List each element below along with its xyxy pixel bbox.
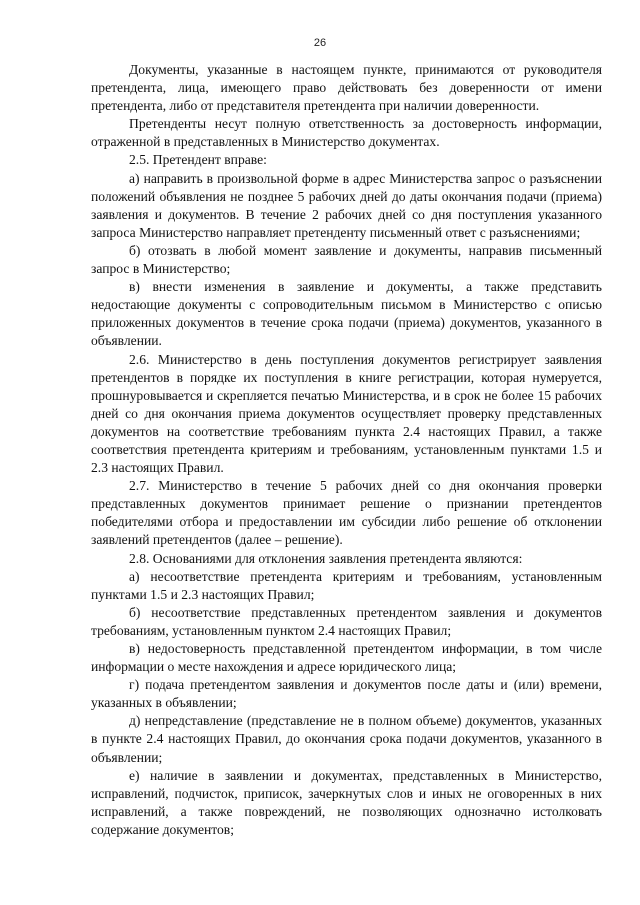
- paragraph-2-8-heading: 2.8. Основаниями для отклонения заявления претендента являются:: [129, 550, 523, 566]
- paragraph-2-8-a: а) несоответствие претендента критериям и требованиям, установленным пунктами 1.5 и 2.3 настоящих Правил;: [91, 568, 602, 602]
- paragraph-2-8-b: б) несоответствие представленных претендентом заявления и документов требованиям, установленным пунктом 2.4 настоящих Правил;: [91, 604, 602, 638]
- paragraph-2-8-e: е) наличие в заявлении и документах, представленных в Министерство, исправлений, подчисток, приписок, зачеркнутых слов и иных не оговоренных в них исправлений, а также повреждений, не позволяющих однозначно истолковать содержание документов;: [91, 767, 602, 837]
- paragraph-2-5-b: б) отозвать в любой момент заявление и документы, направив письменный запрос в Министерство;: [91, 242, 602, 277]
- page-number: 26: [313, 37, 327, 49]
- paragraph-2-8-d: д) непредставление (представление не в полном объеме) документов, указанных в пункте 2.4 настоящих Правил, до окончания срока подачи документов, указанного в объявлении;: [91, 713, 602, 765]
- paragraph-2-7: 2.7. Министерство в течение 5 рабочих дней со дня окончания проверки представленных документов принимает решение о признании претендентов победителями отбора и предоставлении им субсидии либо решение об отклонении заявлений претендентов (далее – решение).: [91, 478, 602, 548]
- paragraph-applicant-responsibility: Претенденты несут полную ответственность за достоверность информации, отраженной в представленных в Министерство документах.: [91, 116, 602, 150]
- paragraph-2-8-g: г) подача претендентом заявления и документов после даты и (или) времени, указанных в объявлении;: [91, 677, 602, 711]
- paragraph-2-8-v: в) недостоверность представленной претендентом информации, в том числе информации о месте нахождения и адресе юридического лица;: [91, 641, 602, 675]
- paragraph-2-6: 2.6. Министерство в день поступления документов регистрирует заявления претендентов в порядке их поступления в книге регистрации, которая нумеруется, прошнуровывается и скрепляется печатью Министерства, и в срок не более 15 рабочих дней со дня окончания приема документов осуществляет проверку представленных документов на соответствие требованиям пункта 2.4 настоящих Правил, а также соответствия претендента критериям и требованиям, установленным пунктами 1.5 и 2.3 настоящих Правил.: [91, 351, 602, 476]
- paragraph-2-5-heading: 2.5. Претендент вправе:: [129, 152, 267, 168]
- document-body: [91, 61, 602, 839]
- paragraph-documents-acceptance: Документы, указанные в настоящем пункте, принимаются от руководителя претендента, лица, имеющего право действовать без доверенности от имени претендента, либо от представителя претендента при наличии доверенности.: [91, 62, 602, 114]
- paragraph-2-5-a: а) направить в произвольной форме в адрес Министерства запрос о разъяснении положений объявления не позднее 5 рабочих дней до даты окончания подачи (приема) заявления и документов. В течение 2 рабочих дней со дня поступления указанного запроса Министерство направляет претенденту письменный ответ с разъяснениями;: [91, 170, 602, 240]
- paragraph-2-5-v: в) внести изменения в заявление и документы, а также представить недостающие документы с сопроводительным письмом в Министерство с описью приложенных документов в течение срока подачи (приема) документов, указанного в объявлении.: [91, 279, 602, 349]
